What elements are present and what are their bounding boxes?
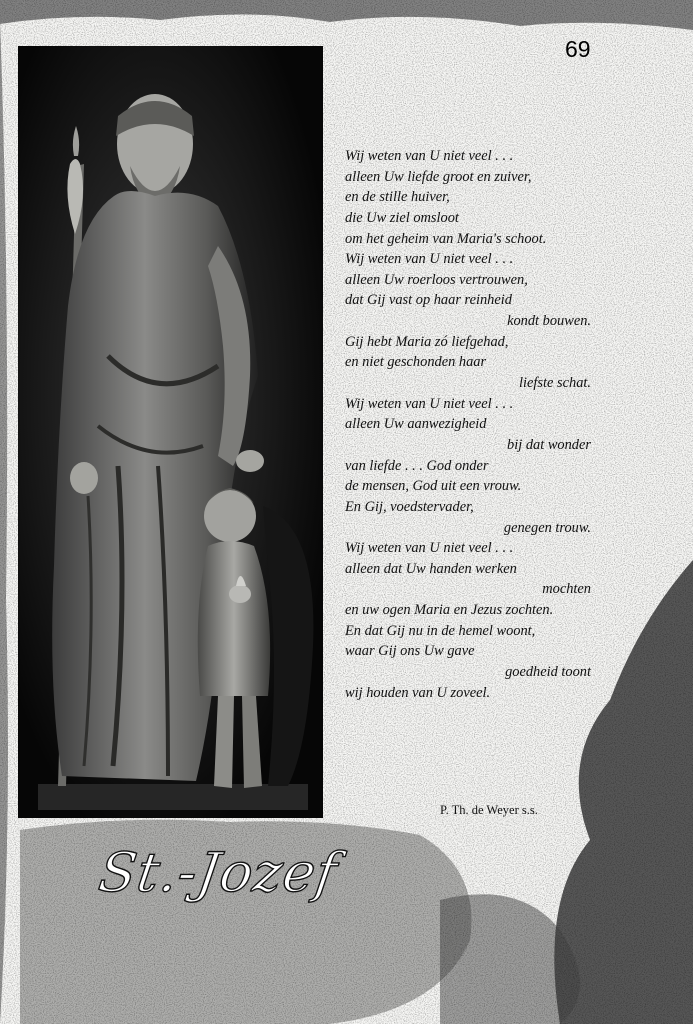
poem-line: wij houden van U zoveel. — [345, 684, 491, 701]
poem-line: En dat Gij nu in de hemel woont, — [345, 622, 536, 639]
poem-line: alleen Uw aanwezigheid — [345, 416, 487, 433]
poem-line: bij dat wonder — [507, 436, 591, 453]
page-number: 69 — [565, 36, 591, 62]
poem-line: waar Gij ons Uw gave — [345, 643, 475, 660]
poem-line: alleen dat Uw handen werken — [345, 560, 517, 577]
poem — [345, 146, 595, 703]
poem-line: mochten — [542, 581, 591, 598]
poem-line: alleen Uw liefde groot en zuiver, — [345, 168, 532, 185]
poem-author: P. Th. de Weyer s.s. — [440, 803, 538, 817]
poem-line: Wij weten van U niet veel . . . — [345, 395, 514, 412]
poem-line: dat Gij vast op haar reinheid — [345, 292, 512, 309]
poem-line: en de stille huiver, — [345, 189, 450, 206]
statue-photo-icon — [18, 46, 323, 818]
poem-line: Wij weten van U niet veel . . . — [345, 148, 514, 164]
page-title: St.-Jozef — [95, 841, 342, 904]
statue-photo — [18, 46, 323, 818]
poem-line: alleen Uw roerloos vertrouwen, — [345, 271, 528, 288]
poem-line: en uw ogen Maria en Jezus zochten. — [345, 602, 554, 619]
poem-line: die Uw ziel omsloot — [345, 209, 459, 226]
poem-line: om het geheim van Maria's schoot. — [345, 230, 547, 247]
poem-line: genegen trouw. — [503, 519, 591, 536]
poem-line: liefste schat. — [519, 375, 591, 392]
poem-line: en niet geschonden haar — [345, 354, 487, 371]
poem-line: goedheid toont — [505, 664, 591, 681]
poem-line: Wij weten van U niet veel . . . — [345, 251, 514, 268]
poem-line: Wij weten van U niet veel . . . — [345, 540, 514, 557]
poem-line: kondt bouwen. — [507, 313, 591, 330]
poem-line: Gij hebt Maria zó liefgehad, — [345, 333, 509, 350]
poem-line: En Gij, voedstervader, — [345, 498, 474, 515]
poem-line: de mensen, God uit een vrouw. — [345, 478, 522, 495]
poem-line: van liefde . . . God onder — [345, 457, 489, 474]
